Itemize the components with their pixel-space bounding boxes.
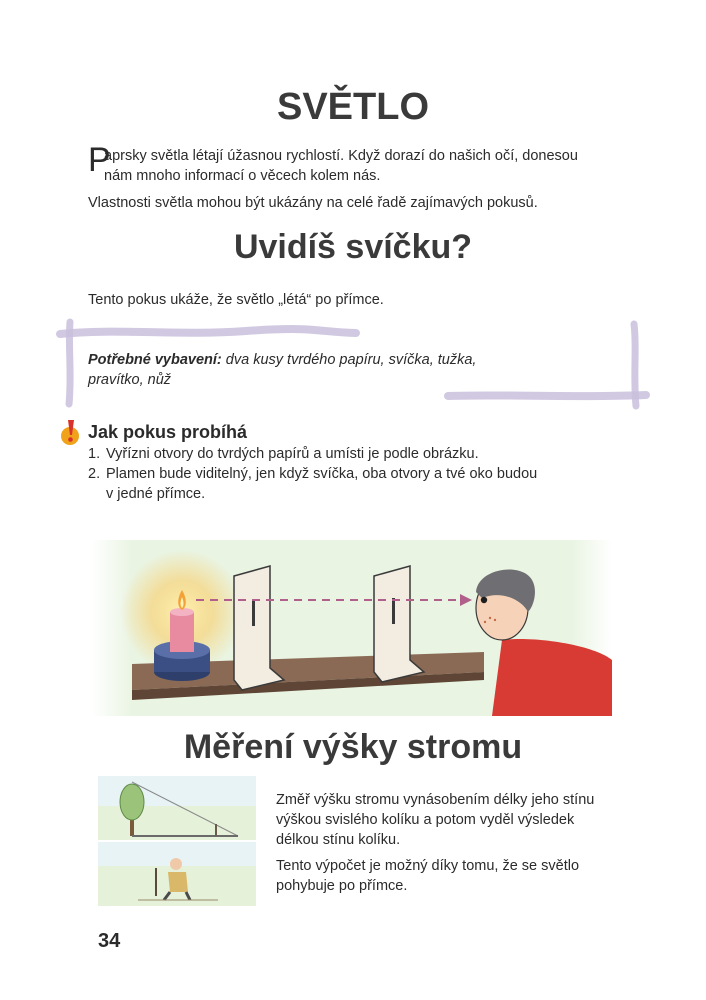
intro-paragraph-2: Vlastnosti světla mohou být ukázány na celé řadě zajímavých pokusů. xyxy=(88,195,538,211)
tree-instructions xyxy=(276,790,636,896)
page-number: 34 xyxy=(98,930,121,952)
step-number: 2. xyxy=(88,466,101,482)
equipment-items-line1: dva kusy tvrdého papíru, svíčka, tužka, xyxy=(221,352,477,368)
equipment-items-line2: pravítko, nůž xyxy=(88,372,172,388)
equipment-text xyxy=(88,350,588,390)
page-title: SVĚTLO xyxy=(276,86,430,128)
step-1 xyxy=(88,444,608,464)
step-text xyxy=(106,464,537,504)
procedure-steps xyxy=(88,444,608,504)
experiment-subtitle: Tento pokus ukáže, že světlo „létá“ po přímce. xyxy=(88,292,384,308)
section-heading-candle: Uvidíš svíčku? xyxy=(233,228,473,266)
section-heading-tree: Měření výšky stromu xyxy=(183,728,523,766)
intro-text xyxy=(88,146,648,213)
exclamation-icon xyxy=(58,418,82,446)
tree-measurement-illustration xyxy=(98,776,256,906)
tree-line-4: Tento výpočet je možný díky tomu, že se světlo xyxy=(276,858,580,874)
intro-line-2: nám mnoho informací o věcech kolem nás. xyxy=(104,168,381,184)
step-2-line-1: Plamen bude viditelný, jen když svíčka, oba otvory a tvé oko budou xyxy=(106,466,538,482)
step-number: 1. xyxy=(88,446,101,462)
procedure-heading: Jak pokus probíhá xyxy=(88,422,248,442)
step-2 xyxy=(88,464,608,504)
equipment-label: Potřebné vybavení: xyxy=(88,352,222,368)
drop-cap: P xyxy=(88,141,111,179)
tree-line-1: Změř výšku stromu vynásobením délky jeho stínu xyxy=(276,792,595,808)
candle-experiment-illustration xyxy=(92,540,612,716)
tree-line-5: pohybuje po přímce. xyxy=(276,878,408,894)
tree-line-2: výškou svislého kolíku a potom vyděl výsledek xyxy=(276,812,575,828)
intro-line-1: aprsky světla létají úžasnou rychlostí. Když dorazí do našich očí, donesou xyxy=(104,148,578,164)
step-2-line-2: v jedné přímce. xyxy=(106,486,206,502)
tree-line-3: délkou stínu kolíku. xyxy=(276,832,401,848)
step-text: Vyřízni otvory do tvrdých papírů a umísti je podle obrázku. xyxy=(106,446,479,462)
